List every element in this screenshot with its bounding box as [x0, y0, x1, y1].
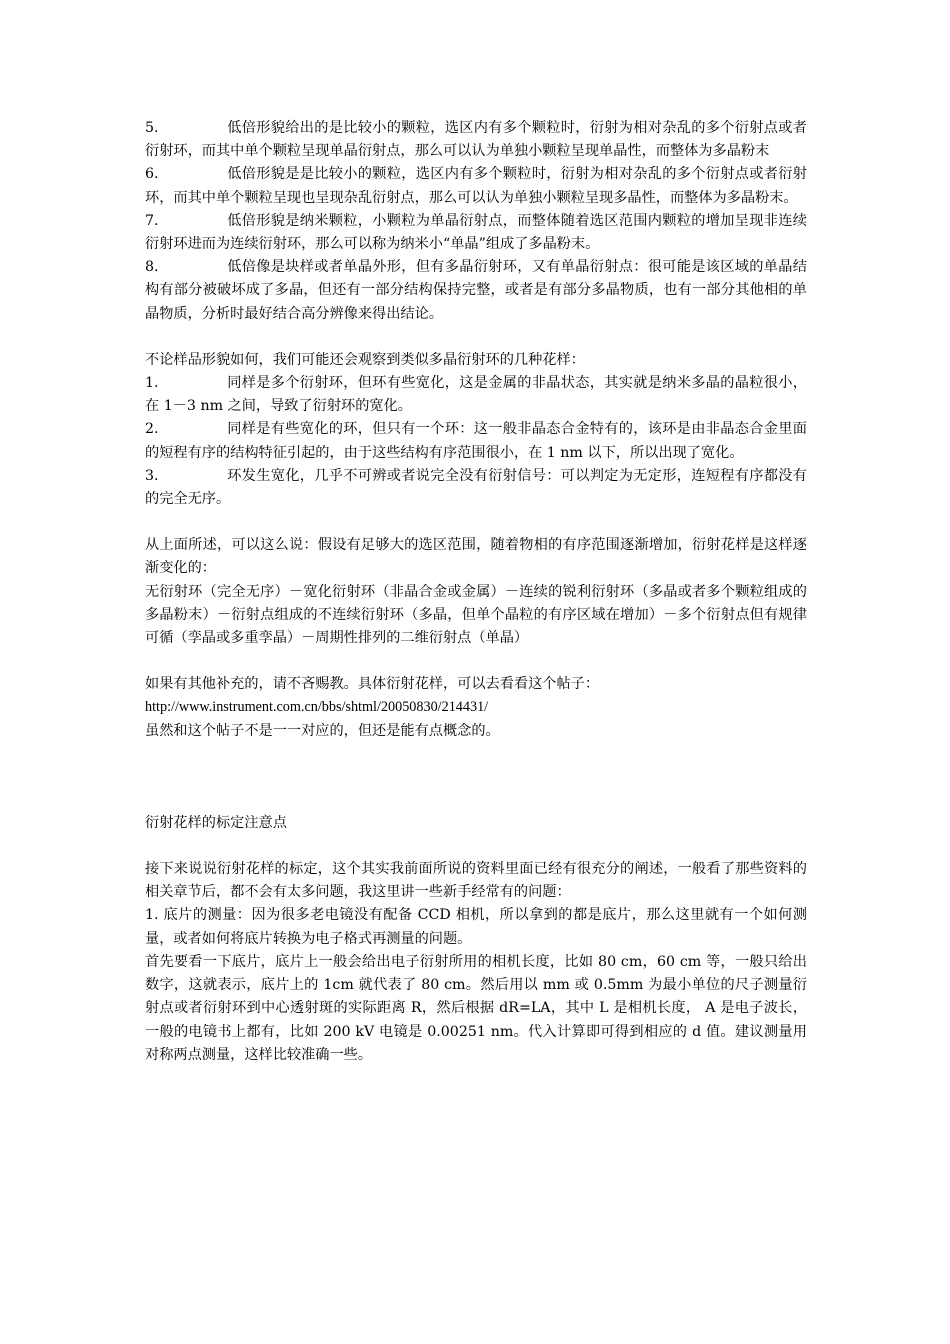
list-item — [145, 256, 807, 326]
list-item — [145, 117, 807, 163]
item-text: 低倍形貌是纳米颗粒，小颗粒为单晶衍射点，而整体随着选区范围内颗粒的增加呈现非连续衍射环进而为连续衍射环，那么可以称为纳米小“单晶”组成了多晶粉末。 — [145, 212, 807, 253]
reference-link[interactable]: http://www.instrument.com.cn/bbs/shtml/20050830/214431/ — [145, 699, 489, 716]
paragraph-gap — [145, 511, 807, 534]
list-item — [145, 418, 807, 464]
film-measurement-paragraph: 1. 底片的测量：因为很多老电镜没有配备 CCD 相机，所以拿到的都是底片，那么这里就有一个如何测量，或者如何将底片转换为电子格式再测量的问题。 — [145, 907, 807, 947]
list-item — [145, 163, 807, 209]
item-text: 环发生宽化，几乎不可辨或者说完全没有衍射信号：可以判定为无定形，连短程有序都没有的完全无序。 — [145, 467, 807, 508]
section-heading: 衍射花样的标定注意点 — [145, 814, 287, 831]
list-item — [145, 210, 807, 256]
progression-paragraph: 无衍射环（完全无序）－宽化衍射环（非晶合金或金属）－连续的锐利衍射环（多晶或者多个颗粒组成的多晶粉末）－衍射点组成的不连续衍射环（多晶，但单个晶粒的有序区域在增加）－多个衍射点但有规律可循（孪晶或多重孪晶）－周期性排列的二维衍射点（单晶） — [145, 583, 807, 647]
section-intro: 不论样品形貌如何，我们可能还会观察到类似多晶衍射环的几种花样： — [145, 351, 585, 368]
item-number: 3. — [145, 467, 159, 484]
item-text: 同样是有些宽化的环，但只有一个环：这一般非晶态合金特有的，该环是由非晶态合金里面的短程有序的结构特征引起的，由于这些结构有序范围很小，在 1 nm 以下，所以出现了宽化。 — [145, 421, 807, 461]
item-text: 低倍像是块样或者单晶外形，但有多晶衍射环，又有单晶衍射点：很可能是该区域的单晶结构有部分被破坏成了多晶，但还有一部分结构保持完整，或者是有部分多晶物质，也有一部分其他相的单晶物质，分析时最好结合高分辨像来得出结论。 — [145, 259, 807, 322]
request-paragraph: 如果有其他补充的，请不吝赐教。具体衍射花样，可以去看看这个帖子： — [145, 676, 600, 693]
item-number: 2. — [145, 421, 159, 438]
calibration-intro: 接下来说说衍射花样的标定，这个其实我前面所说的资料里面已经有很充分的阐述，一般看了那些资料的相关章节后，都不会有太多问题，我这里讲一些新手经常有的问题： — [145, 861, 807, 901]
list-item — [145, 372, 807, 418]
item-number: 5. — [145, 120, 159, 136]
item-number: 8. — [145, 259, 159, 276]
summary-paragraph: 从上面所述，可以这么说：假设有足够大的选区范围，随着物相的有序范围逐渐增加，衍射花样是这样逐渐变化的： — [145, 537, 807, 577]
paragraph-gap — [145, 650, 807, 673]
note-paragraph: 虽然和这个帖子不是一一对应的，但还是能有点概念的。 — [145, 722, 500, 739]
item-text: 同样是多个衍射环，但环有些宽化，这是金属的非晶状态，其实就是纳米多晶的晶粒很小，在 1－3 nm 之间，导致了衍射环的宽化。 — [145, 375, 807, 415]
section-gap — [145, 743, 807, 812]
item-text: 低倍形貌给出的是比较小的颗粒，选区内有多个颗粒时，衍射为相对杂乱的多个衍射点或者衍射环，而其中单个颗粒呈现单晶衍射点，那么可以认为单独小颗粒呈现单晶性，而整体为多晶粉末 — [145, 120, 807, 160]
measurement-method-paragraph: 首先要看一下底片，底片上一般会给出电子衍射所用的相机长度，比如 80 cm，60 cm 等，一般只给出数字，这就表示，底片上的 1cm 就代表了 80 cm。然后用以 mm 或 0.5mm 为最小单位的尺子测量衍射点或者衍射环到中心透射斑的实际距离 R，然后根据 dR=LA，其中 L 是相机长度， A 是电子波长，一般的电镜书上都有，比如 200 kV 电镜是 0.00251 nm。代入计算即可得到相应的 d 值。建议测量用对称两点测量，这样比较准确一些。 — [145, 953, 807, 1063]
paragraph-gap — [145, 326, 807, 349]
item-number: 6. — [145, 166, 159, 183]
item-number: 7. — [145, 212, 159, 229]
paragraph-gap — [145, 835, 807, 858]
item-text: 低倍形貌是是比较小的颗粒，选区内有多个颗粒时，衍射为相对杂乱的多个衍射点或者衍射环，而其中单个颗粒呈现也呈现杂乱衍射点，那么可以认为单独小颗粒呈现多晶性，而整体为多晶粉末。 — [145, 166, 807, 206]
list-item — [145, 465, 807, 511]
document-body — [145, 117, 807, 1067]
item-number: 1. — [145, 375, 159, 392]
